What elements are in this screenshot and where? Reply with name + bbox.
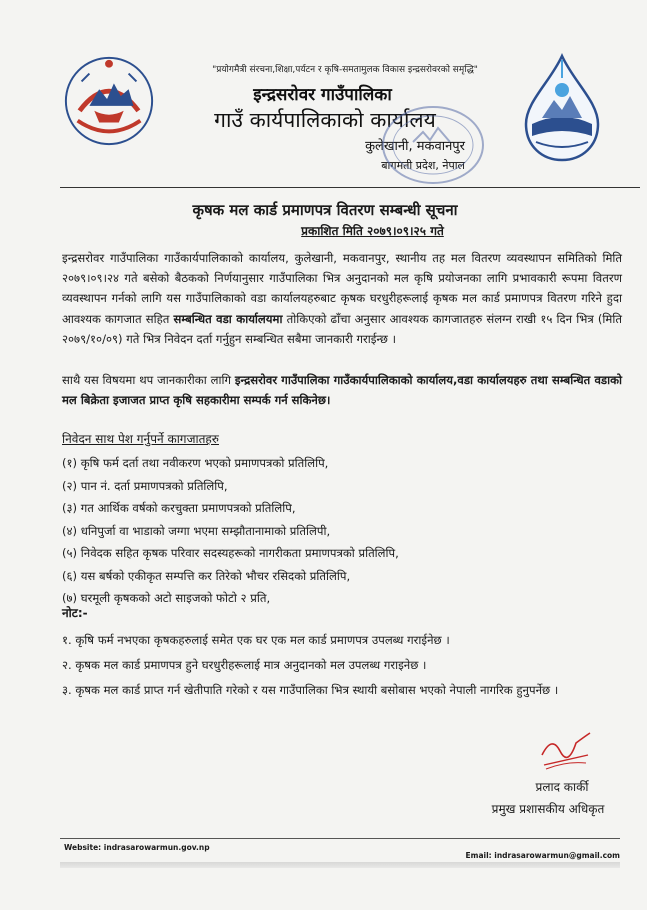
header-divider [60, 187, 640, 188]
office-stamp-icon [378, 100, 488, 190]
published-date: प्रकाशित मिति २०७९।०९।२५ गते [301, 224, 444, 238]
required-documents-list [62, 452, 622, 610]
office-name: गाउँ कार्यपालिकाको कार्यालय [214, 108, 436, 132]
note-item: १. कृषि फर्म नभएका कृषकहरुलाई समेत एक घर एक मल कार्ड प्रमाणपत्र उपलब्ध गराईनेछ । [62, 633, 450, 647]
paragraph-1-text-b: तोकिएको ढाँचा अनुसार आवश्यक कागजातहरु संलग्न राखी १५ दिन भित्र (मिति २०७९/१०/०९) गते भित्र निवेदन दर्ता गर्नुहुन सम्बन्धित सबैमा जानकारी गराईन्छ । [62, 311, 622, 346]
notes-list [62, 630, 624, 705]
document-item: (५) निवेदक सहित कृषक परिवार सदस्यहरूको नागरीकता प्रमाणपत्रको प्रतिलिपि, [62, 546, 399, 560]
note-item: २. कृषक मल कार्ड प्रमाणपत्र हुने घरधुरीहरूलाई मात्र अनुदानको मल उपलब्ध गराइनेछ । [62, 658, 427, 672]
province-country: बागमती प्रदेश, नेपाल [381, 159, 465, 172]
motto-text: "प्रयोगमैत्री संरचना,शिक्षा,पर्यटन र कृषि-समतामुलक विकास इन्द्रसरोवरको समृद्धि" [212, 65, 478, 75]
signatory-designation: प्रमुख प्रशासकीय अधिकृत [491, 802, 605, 816]
note-item: ३. कृषक मल कार्ड प्राप्त गर्न खेतीपाति गरेको र यस गाउँपालिका भित्र स्थायी बसोबास भएको नेपाली नागरिक हुनुपर्नेछ । [62, 683, 559, 697]
document-item: (३) गत आर्थिक वर्षको करचुक्ता प्रमाणपत्रको प्रतिलिपि, [62, 501, 296, 515]
footer-divider [60, 838, 620, 839]
document-item: (६) यस बर्षको एकीकृत सम्पत्ति कर तिरेको भौचर रसिदको प्रतिलिपि, [62, 568, 351, 583]
office-address: कुलेखानी, मकवानपुर [365, 139, 465, 154]
signatory-name: प्रलाद कार्की [535, 780, 589, 794]
notes-heading: नोट:- [62, 606, 88, 620]
footer-email: Email: indrasarowarmun@gmail.com [465, 851, 620, 860]
document-item: (१) कृषि फर्म दर्ता तथा नवीकरण भएको प्रमाणपत्रको प्रतिलिपि, [62, 456, 329, 470]
document-item: (२) पान नं. दर्ता प्रमाणपत्रको प्रतिलिपि, [62, 478, 228, 493]
paragraph-2-emphasis: इन्द्रसरोवर गाउँपालिका गाउँकार्यपालिकाको कार्यालय,वडा कार्यालयहरु तथा सम्बन्धित वडाको मल बिक्रेता इजाजत प्राप्त कृषि सहकारीमा सम्पर्क गर्न सकिनेछ। [62, 373, 622, 408]
notice-title: कृषक मल कार्ड प्रमाणपत्र वितरण सम्बन्धी सूचना [192, 201, 458, 219]
document-item: (४) धनिपुर्जा वा भाडाको जग्गा भएमा सम्झौतानामाको प्रतिलिपी, [62, 523, 331, 538]
required-documents-heading: निवेदन साथ पेश गर्नुपर्ने कागजातहरु [62, 432, 219, 446]
municipality-logo-icon [512, 52, 612, 164]
paragraph-1-text-a: इन्द्रसरोवर गाउँपालिका गाउँकार्यपालिकाको कार्यालय, कुलेखानी, मकवानपुर, स्थानीय तह मल वितरण व्यवस्थापन समितिको मिति २०७९।०९।२४ गते बसेको बैठकको निर्णयानुसार गाउँपालिका भित्र अनुदानको मल कृषि प्रयोजनका लागि प्रभावकारी रूपमा वितरण व्यवस्थापन गर्नको लागि यस गाउँपालिकाको वडा कार्यालयहरुबाट कृषक घरधुरीहरूलाई कृषक मल कार्ड प्रमाणपत्र वितरण गरिने हुदा आवश्यक कागजात सहित [62, 251, 622, 326]
government-emblem-icon [60, 52, 158, 150]
footer-band [60, 862, 620, 868]
document-item: (७) घरमूली कृषकको अटो साइजको फोटो २ प्रति, [62, 591, 271, 605]
paragraph-2-text-a: साथै यस विषयमा थप जानकारीका लागि [62, 373, 235, 387]
paragraph-1-emphasis: सम्बन्धित वडा कार्यालयमा [173, 311, 283, 326]
municipality-name: इन्द्रसरोवर गाउँपालिका [253, 85, 392, 105]
footer-website: Website: indrasarowarmun.gov.np [64, 843, 210, 852]
notice-paragraph-1 [62, 248, 622, 349]
notice-paragraph-2 [62, 370, 622, 410]
signature-mark-icon [536, 725, 596, 773]
